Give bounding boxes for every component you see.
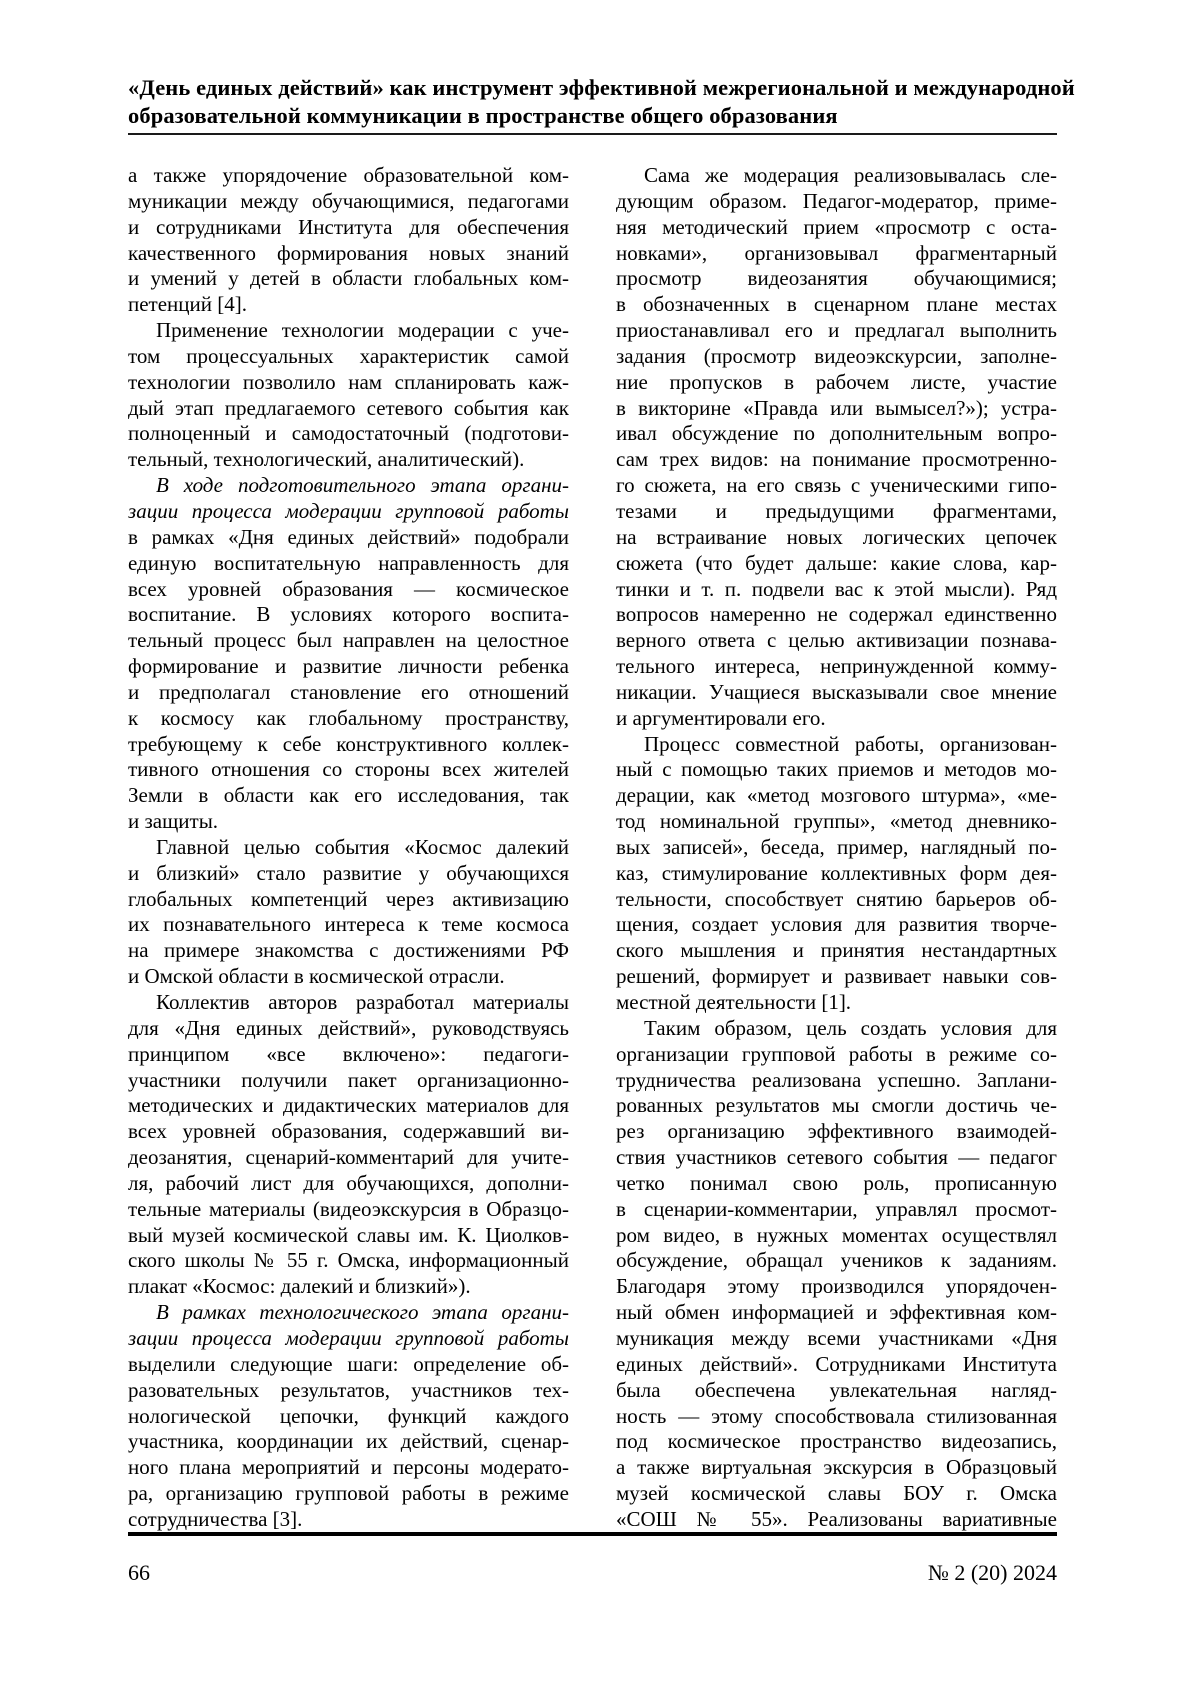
text-line: была обеспечена увлекательная нагляд- [616, 1377, 1057, 1402]
text-line: и предполагал становление его отношений [128, 679, 569, 704]
text-line: том процессуальных характеристик самой [128, 343, 569, 368]
text-line: тельный, технологический, аналитический). [128, 447, 525, 472]
text-line: воспитание. В условиях которого воспита- [128, 602, 569, 627]
text-line: их познавательного интереса к теме космоса [128, 912, 569, 937]
text-line: тельности, способствует снятию барьеров об- [616, 886, 1057, 911]
text-line: ра, организацию групповой работы в режиме [128, 1481, 569, 1506]
text-line: Таким образом, цель создать условия для [644, 1015, 1057, 1040]
text-line: Благодаря этому производился упорядочен- [616, 1274, 1057, 1299]
text-line: к космосу как глобальному пространству, [128, 705, 569, 730]
text-line: ивал обсуждение по дополнительным вопро- [616, 421, 1057, 446]
text-line: а также упорядочение образовательной ком- [128, 163, 569, 187]
text-line: принципом «все включено»: педагоги- [128, 1041, 569, 1066]
text-line: ного плана мероприятий и персоны модерато- [128, 1455, 569, 1480]
page-number: 66 [128, 1560, 150, 1585]
text-line: для «Дня единых действий», руководствуясь [128, 1015, 569, 1040]
text-line: тод номинальной группы», «метод дневнико- [616, 809, 1057, 834]
text-line: ля, рабочий лист для обучающихся, дополни- [128, 1170, 569, 1195]
text-line: на примере знакомства с достижениями РФ [128, 938, 569, 963]
text-line: «СОШ № 55». Реализованы вариативные [616, 1506, 1057, 1531]
text-line: Применение технологии модерации с уче- [156, 318, 569, 343]
text-line: зации процесса модерации групповой работы [128, 498, 569, 523]
text-line: няя методический прием «просмотр с оста- [616, 214, 1057, 239]
text-line: ского мышления и принятия нестандартных [616, 938, 1057, 963]
text-line: го сюжета, на его связь с ученическими гипо- [616, 473, 1057, 498]
text-line: требующему к себе конструктивного коллек- [128, 731, 569, 756]
text-line: в сценарии-комментарии, управлял просмот- [616, 1196, 1057, 1221]
text-line: вопросов намеренно не содержал единственно [616, 602, 1057, 627]
document-page [128, 0, 1075, 1697]
text-line: муникация между всеми участниками «Дня [616, 1325, 1057, 1350]
text-line: зации процесса модерации групповой работы [128, 1325, 569, 1350]
text-line: тинки и т. п. подвели вас к этой мысли). Ряд [616, 576, 1057, 601]
text-line: четко понимал свою роль, прописанную [616, 1170, 1057, 1195]
text-line: организации групповой работы в режиме со- [616, 1041, 1057, 1066]
text-line: верного ответа с целью активизации познава- [616, 628, 1057, 653]
text-line: единую воспитательную направленность для [128, 550, 569, 575]
text-line: тивного отношения со стороны всех жителей [128, 757, 569, 782]
text-line: и аргументировали его. [616, 705, 826, 730]
text-line: и близкий» стало развитие у обучающихся [128, 860, 569, 885]
page-header [128, 74, 1075, 135]
text-line: тезами и предыдущими фрагментами, [616, 498, 1057, 523]
text-line: тельный процесс был направлен на целостное [128, 628, 569, 653]
text-line: Коллектив авторов разработал материалы [156, 990, 569, 1014]
text-line: петенций [4]. [128, 292, 247, 317]
left-column [128, 163, 569, 1533]
text-line: разовательных результатов, участников тех- [128, 1377, 569, 1402]
text-line: приостанавливал его и предлагал выполнить [616, 318, 1057, 343]
text-line: деозанятия, сценарий-комментарий для учите- [128, 1145, 569, 1170]
text-line: глобальных компетенций через активизацию [128, 886, 569, 911]
text-line: дерации, как «метод мозгового штурма», «ме- [616, 783, 1057, 808]
text-line: ный с помощью таких приемов и методов мо- [616, 757, 1057, 782]
text-line: всех уровней образования — космическое [128, 576, 569, 601]
text-line: обсуждение, обращал учеников к заданиям. [616, 1248, 1057, 1273]
text-line: на встраивание новых логических цепочек [616, 524, 1057, 549]
text-line: новками», организовывал фрагментарный [616, 240, 1057, 265]
text-line: ского школы № 55 г. Омска, информационный [128, 1248, 569, 1273]
text-line: участника, координации их действий, сценар- [128, 1429, 569, 1454]
text-line: и умений у детей в области глобальных ком- [128, 266, 569, 291]
text-line: просмотр видеозанятия обучающимися; [616, 266, 1057, 291]
two-column-text-body [128, 163, 1057, 1533]
text-line: сюжета (что будет дальше: какие слова, кар- [616, 550, 1057, 575]
text-line: ный обмен информацией и эффективная ком- [616, 1300, 1057, 1325]
text-line: методических и дидактических материалов для [128, 1093, 569, 1118]
text-line: щения, создает условия для развития творче- [616, 912, 1057, 937]
text-line: Сама же модерация реализовывалась сле- [644, 163, 1057, 187]
text-line: дующим образом. Педагог-модератор, приме- [616, 188, 1057, 213]
text-line: в рамках «Дня единых действий» подобрали [128, 524, 569, 549]
text-line: местной деятельности [1]. [616, 990, 852, 1014]
text-line: в обозначенных в сценарном плане местах [616, 292, 1057, 317]
text-line: и защиты. [128, 809, 219, 834]
issue-label: № 2 (20) 2024 [927, 1560, 1057, 1585]
text-line: дый этап предлагаемого сетевого события как [128, 395, 569, 420]
text-line: трудничества реализована успешно. Заплани- [616, 1067, 1057, 1092]
text-line: участники получили пакет организационно- [128, 1067, 569, 1092]
text-line: всех уровней образования, содержавший ви- [128, 1119, 569, 1144]
text-line: Земли в области как его исследования, так [128, 783, 569, 808]
text-line: полноценный и самодостаточный (подготови- [128, 421, 569, 446]
text-line: в викторине «Правда или вымысел?»); устра- [616, 395, 1057, 420]
text-line: ность — этому способствовала стилизованная [616, 1403, 1057, 1428]
text-line: сотрудничества [3]. [128, 1506, 303, 1531]
text-line: тельного интереса, непринужденной комму- [616, 654, 1057, 679]
text-line: муникации между обучающимися, педагогами [128, 188, 569, 213]
article-title-line2: образовательной коммуникации в пространстве общего образования [128, 102, 838, 128]
text-line: качественного формирования новых знаний [128, 240, 569, 265]
text-line: выделили следующие шаги: определение об- [128, 1351, 569, 1376]
text-line: рез организацию эффективного взаимодей- [616, 1119, 1057, 1144]
text-line: и сотрудниками Института для обеспечения [128, 214, 569, 239]
text-line: задания (просмотр видеоэкскурсии, заполне- [616, 343, 1057, 368]
text-line: формирование и развитие личности ребенка [128, 654, 569, 679]
page-footer [128, 1532, 1057, 1586]
text-line: рованных результатов мы смогли достичь че- [616, 1093, 1057, 1118]
text-line: вых записей», беседа, пример, наглядный по- [616, 834, 1057, 859]
article-title-line1: «День единых действий» как инструмент эффективной межрегиональной и международной [128, 75, 1075, 100]
text-line: сам трех видов: на понимание просмотренно- [616, 447, 1057, 472]
text-line: В ходе подготовительного этапа органи- [156, 473, 569, 498]
text-line: и Омской области в космической отрасли. [128, 964, 505, 989]
text-line: а также виртуальная экскурсия в Образцовый [616, 1455, 1057, 1480]
right-column [616, 163, 1057, 1533]
text-line: ствия участников сетевого события — педагог [616, 1145, 1057, 1170]
text-line: В рамках технологического этапа органи- [156, 1300, 569, 1325]
text-line: тельные материалы (видеоэкскурсия в Образцо- [128, 1196, 569, 1221]
text-line: решений, формирует и развивает навыки сов- [616, 964, 1057, 989]
text-line: ние пропусков в рабочем листе, участие [616, 369, 1057, 394]
text-line: единых действий». Сотрудниками Института [616, 1351, 1057, 1376]
text-line: Главной целью события «Космос далекий [156, 834, 569, 859]
text-line: под космическое пространство видеозапись, [616, 1429, 1057, 1454]
text-line: Процесс совместной работы, организован- [644, 731, 1057, 756]
text-line: нологической цепочки, функций каждого [128, 1403, 569, 1428]
text-line: каз, стимулирование коллективных форм дея- [616, 860, 1057, 885]
text-line: музей космической славы БОУ г. Омска [616, 1481, 1057, 1506]
text-line: плакат «Космос: далекий и близкий»). [128, 1274, 471, 1299]
text-line: вый музей космической славы им. К. Циолков- [128, 1222, 569, 1247]
text-line: никации. Учащиеся высказывали свое мнение [616, 679, 1057, 704]
text-line: ром видео, в нужных моментах осуществлял [616, 1222, 1057, 1247]
text-line: технологии позволило нам спланировать каж- [128, 369, 569, 394]
